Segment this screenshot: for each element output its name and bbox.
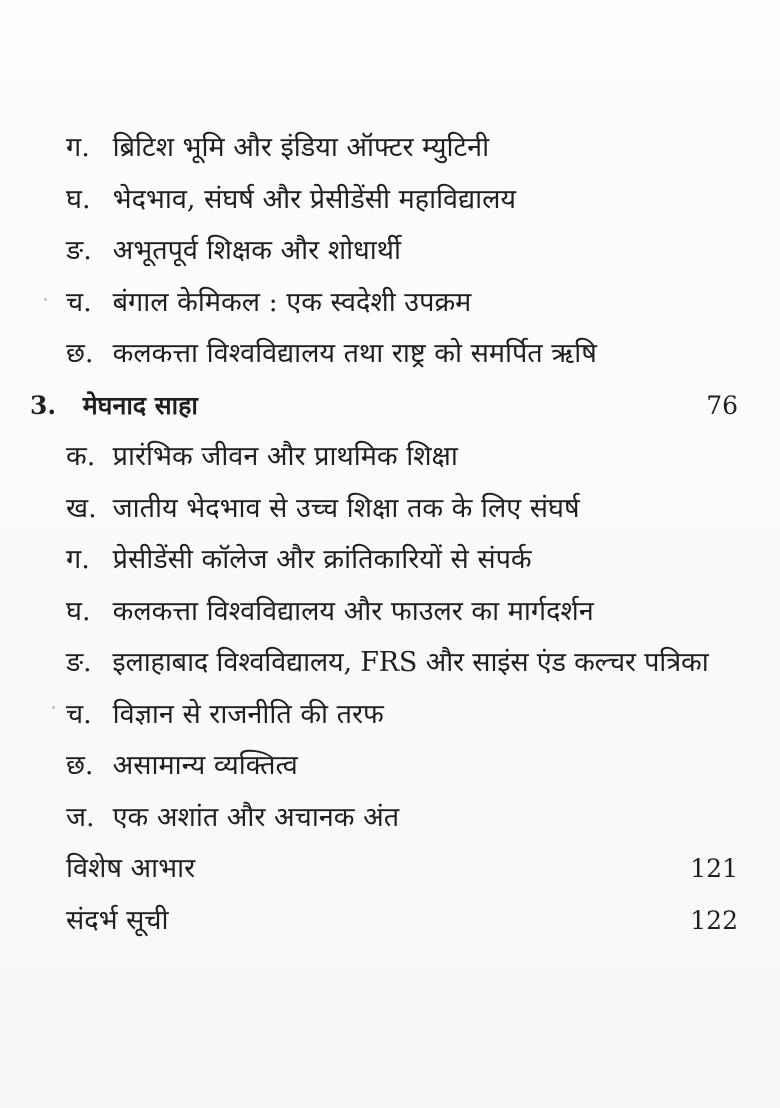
- table-of-contents: [0, 122, 780, 946]
- toc-entry-marker: ज.: [66, 801, 95, 833]
- toc-entry-marker: च.: [66, 698, 92, 730]
- toc-subentry[interactable]: [0, 637, 780, 689]
- toc-subentry[interactable]: [0, 740, 780, 792]
- toc-entry-marker: ग.: [66, 544, 90, 575]
- toc-subentry[interactable]: [0, 431, 780, 483]
- toc-page-number: 122: [690, 905, 738, 935]
- toc-entry-marker: च.: [66, 286, 92, 318]
- paper-speck: [52, 706, 55, 709]
- paper-speck: [44, 298, 47, 301]
- toc-entry-title: असामान्य व्यक्तित्व: [112, 750, 298, 781]
- toc-entry-marker: क.: [66, 441, 96, 472]
- toc-entry-marker: ख.: [66, 492, 97, 524]
- toc-subentry[interactable]: [0, 483, 780, 535]
- toc-entry-title: एक अशांत और अचानक अंत: [112, 801, 400, 833]
- toc-subentry[interactable]: [0, 277, 780, 329]
- toc-back-matter-entry[interactable]: [0, 843, 780, 895]
- toc-subentry[interactable]: [0, 586, 780, 638]
- toc-entry-title: कलकत्ता विश्वविद्यालय तथा राष्ट्र को समर्पित ऋषि: [112, 338, 597, 369]
- toc-entry-marker: ग.: [66, 132, 90, 163]
- toc-entry-title: संदर्भ सूची: [66, 904, 169, 936]
- toc-entry-marker: छ.: [66, 750, 94, 781]
- toc-chapter-heading[interactable]: [0, 380, 780, 432]
- toc-back-matter-entry[interactable]: [0, 895, 780, 947]
- toc-entry-title: प्रारंभिक जीवन और प्राथमिक शिक्षा: [112, 441, 458, 472]
- toc-entry-marker: छ.: [66, 338, 94, 369]
- chapter-number: 3.: [30, 390, 57, 420]
- toc-subentry[interactable]: [0, 174, 780, 226]
- toc-entry-title: ब्रिटिश भूमि और इंडिया ऑफ्टर म्युटिनी: [112, 132, 490, 163]
- toc-entry-title: प्रेसीडेंसी कॉलेज और क्रांतिकारियों से संपर्क: [112, 544, 532, 575]
- toc-entry-title: जातीय भेदभाव से उच्च शिक्षा तक के लिए संघर्ष: [112, 492, 580, 524]
- toc-entry-title: कलकत्ता विश्वविद्यालय और फाउलर का मार्गदर्शन: [112, 595, 594, 627]
- toc-page-number: 121: [690, 854, 738, 883]
- toc-entry-title: इलाहाबाद विश्वविद्यालय, FRS और साइंस एंड कल्चर पत्रिका: [112, 647, 709, 678]
- toc-subentry[interactable]: [0, 225, 780, 277]
- toc-subentry[interactable]: [0, 122, 780, 174]
- toc-entry-title: भेदभाव, संघर्ष और प्रेसीडेंसी महाविद्यालय: [112, 183, 517, 215]
- toc-entry-title: विज्ञान से राजनीति की तरफ: [112, 698, 384, 730]
- toc-subentry[interactable]: [0, 689, 780, 741]
- toc-entry-title: बंगाल केमिकल : एक स्वदेशी उपक्रम: [112, 286, 472, 318]
- toc-entry-marker: घ.: [66, 595, 91, 627]
- toc-subentry[interactable]: [0, 792, 780, 844]
- toc-entry-title: विशेष आभार: [66, 853, 196, 884]
- toc-entry-marker: ङ.: [66, 235, 92, 266]
- chapter-page-number: 76: [706, 390, 738, 420]
- chapter-title: मेघनाद साहा: [82, 390, 198, 420]
- toc-subentry[interactable]: [0, 534, 780, 586]
- toc-entry-marker: घ.: [66, 183, 91, 215]
- toc-subentry[interactable]: [0, 328, 780, 380]
- toc-entry-title: अभूतपूर्व शिक्षक और शोधार्थी: [112, 235, 401, 266]
- toc-entry-marker: ङ.: [66, 647, 92, 678]
